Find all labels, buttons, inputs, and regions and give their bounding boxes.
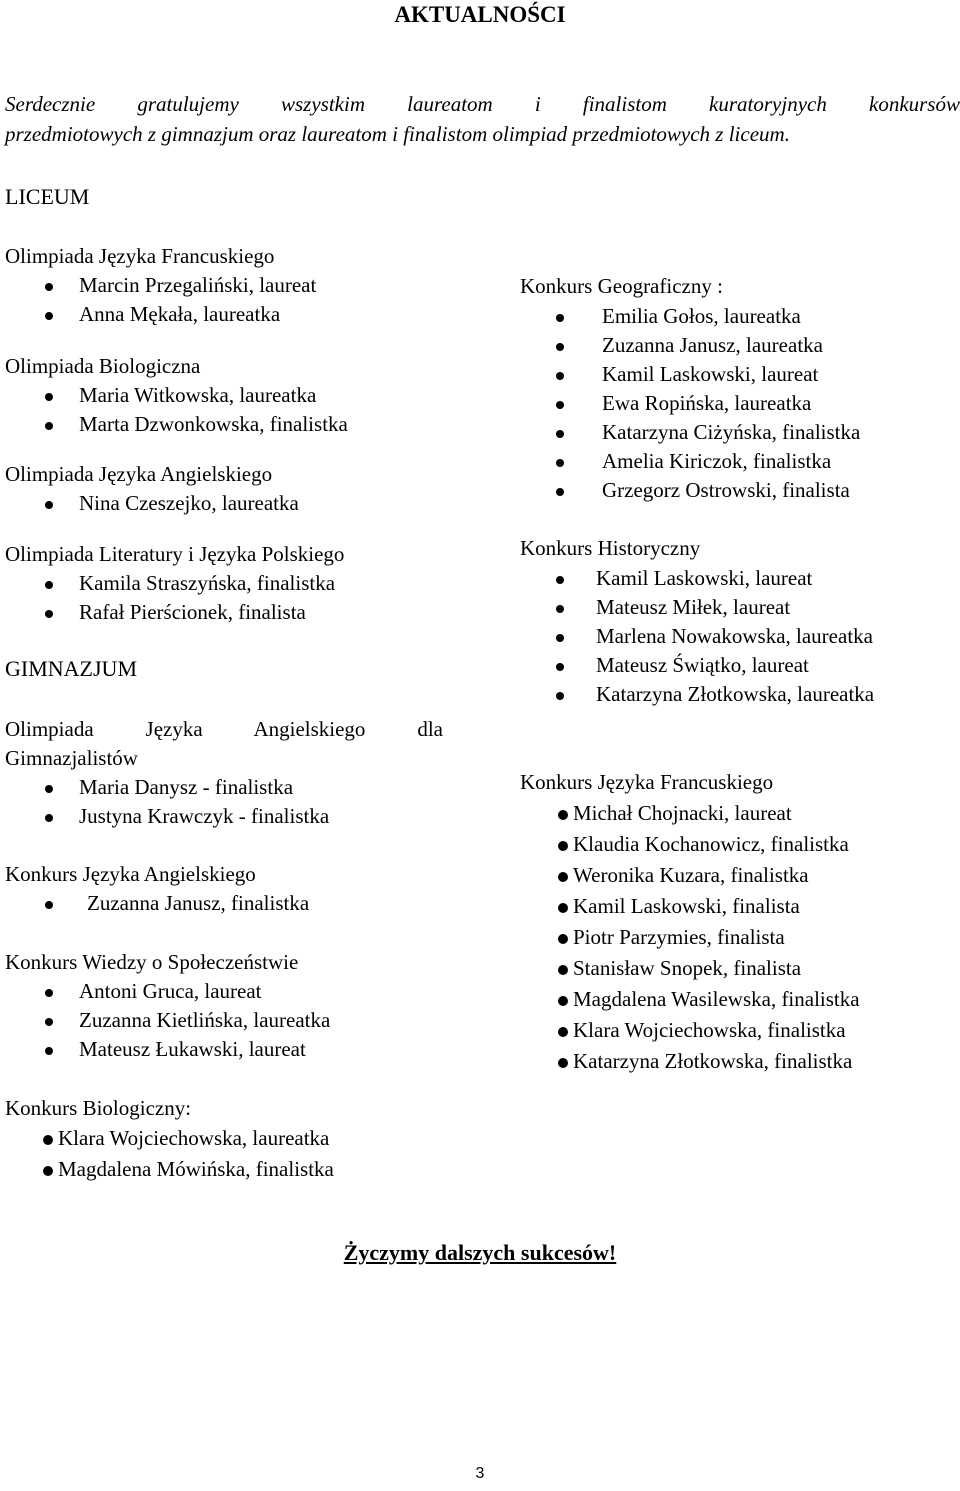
list-item: Maria Danysz - finalistka bbox=[79, 775, 294, 799]
group-title-line-2: Gimnazjalistów bbox=[5, 746, 138, 770]
list-item: Katarzyna Złotkowska, finalistka bbox=[573, 1049, 853, 1073]
bullet-icon bbox=[556, 343, 564, 351]
bullet-icon bbox=[556, 605, 564, 613]
intro-line-1: Serdecznie gratulujemy wszystkim laureatom i finalistom kuratoryjnych konkursów bbox=[5, 92, 960, 116]
group-title: Konkurs Wiedzy o Społeczeństwie bbox=[5, 950, 299, 974]
list-item: Stanisław Snopek, finalista bbox=[573, 956, 802, 980]
bullet-icon bbox=[556, 692, 564, 700]
page-title: AKTUALNOŚCI bbox=[394, 2, 566, 27]
bullet-icon bbox=[45, 1018, 53, 1026]
list-item: Zuzanna Kietlińska, laureatka bbox=[79, 1008, 331, 1032]
list-item: Mateusz Miłek, laureat bbox=[596, 595, 791, 619]
group-title: Olimpiada Języka Francuskiego bbox=[5, 244, 275, 268]
bullet-icon bbox=[45, 283, 53, 291]
list-item: Klara Wojciechowska, finalistka bbox=[573, 1018, 846, 1042]
list-item: Michał Chojnacki, laureat bbox=[573, 801, 792, 825]
list-item: Nina Czeszejko, laureatka bbox=[79, 491, 299, 515]
bullet-icon bbox=[45, 422, 53, 430]
group-title: Olimpiada Literatury i Języka Polskiego bbox=[5, 542, 345, 566]
list-item: Antoni Gruca, laureat bbox=[79, 979, 262, 1003]
bullet-icon bbox=[45, 393, 53, 401]
list-item: Klara Wojciechowska, laureatka bbox=[58, 1126, 330, 1150]
bullet-icon bbox=[558, 1027, 568, 1037]
bullet-icon bbox=[45, 989, 53, 997]
list-item: Kamila Straszyńska, finalistka bbox=[79, 571, 336, 595]
bullet-icon bbox=[43, 1135, 53, 1145]
list-item: Kamil Laskowski, laureat bbox=[596, 566, 813, 590]
bullet-icon bbox=[558, 903, 568, 913]
bullet-icon bbox=[558, 996, 568, 1006]
bullet-icon bbox=[43, 1166, 53, 1176]
bullet-icon bbox=[45, 610, 53, 618]
list-item: Katarzyna Ciżyńska, finalistka bbox=[602, 420, 861, 444]
list-item: Magdalena Mówińska, finalistka bbox=[58, 1157, 334, 1181]
bullet-icon bbox=[45, 901, 53, 909]
intro-line-2: przedmiotowych z gimnazjum oraz laureatom i finalistom olimpiad przedmiotowych z liceum. bbox=[5, 122, 790, 146]
list-item: Zuzanna Janusz, finalistka bbox=[87, 891, 310, 915]
bullet-icon bbox=[558, 965, 568, 975]
page-number: 3 bbox=[475, 1465, 485, 1482]
group-title: Konkurs Języka Francuskiego bbox=[520, 770, 774, 794]
bullet-icon bbox=[556, 430, 564, 438]
bullet-icon bbox=[556, 459, 564, 467]
bullet-icon bbox=[556, 488, 564, 496]
bullet-icon bbox=[45, 501, 53, 509]
group-title: Konkurs Biologiczny: bbox=[5, 1096, 192, 1120]
bullet-icon bbox=[558, 934, 568, 944]
list-item: Emilia Gołos, laureatka bbox=[602, 304, 801, 328]
list-item: Zuzanna Janusz, laureatka bbox=[602, 333, 823, 357]
bullet-icon bbox=[45, 814, 53, 822]
bullet-icon bbox=[556, 663, 564, 671]
section-heading-liceum: LICEUM bbox=[5, 184, 90, 209]
group-title: Konkurs Geograficzny : bbox=[520, 274, 723, 298]
list-item: Rafał Pierścionek, finalista bbox=[79, 600, 306, 624]
list-item: Marlena Nowakowska, laureatka bbox=[596, 624, 873, 648]
list-item: Mateusz Łukawski, laureat bbox=[79, 1037, 306, 1061]
bullet-icon bbox=[558, 872, 568, 882]
intro-paragraph bbox=[5, 89, 960, 149]
list-item: Kamil Laskowski, finalista bbox=[573, 894, 800, 918]
list-item: Ewa Ropińska, laureatka bbox=[602, 391, 812, 415]
list-item: Justyna Krawczyk - finalistka bbox=[79, 804, 330, 828]
closing-message: Życzymy dalszych sukcesów! bbox=[343, 1240, 617, 1265]
group-title: Konkurs Języka Angielskiego bbox=[5, 862, 256, 886]
list-item: Kamil Laskowski, laureat bbox=[602, 362, 819, 386]
list-item: Anna Mękała, laureatka bbox=[79, 302, 281, 326]
bullet-icon bbox=[556, 576, 564, 584]
list-item: Amelia Kiriczok, finalistka bbox=[602, 449, 832, 473]
list-item: Maria Witkowska, laureatka bbox=[79, 383, 317, 407]
list-item: Weronika Kuzara, finalistka bbox=[573, 863, 809, 887]
bullet-icon bbox=[45, 312, 53, 320]
bullet-icon bbox=[45, 785, 53, 793]
bullet-icon bbox=[558, 841, 568, 851]
bullet-icon bbox=[556, 401, 564, 409]
list-item: Magdalena Wasilewska, finalistka bbox=[573, 987, 860, 1011]
bullet-icon bbox=[558, 810, 568, 820]
list-item: Katarzyna Złotkowska, laureatka bbox=[596, 682, 875, 706]
group-title-line-1: Olimpiada Języka Angielskiego dla bbox=[5, 717, 443, 741]
bullet-icon bbox=[556, 634, 564, 642]
group-title: Olimpiada Biologiczna bbox=[5, 354, 201, 378]
list-item: Mateusz Świątko, laureat bbox=[596, 653, 809, 677]
bullet-icon bbox=[45, 1047, 53, 1055]
bullet-icon bbox=[558, 1058, 568, 1068]
section-heading-gimnazjum: GIMNAZJUM bbox=[5, 656, 137, 681]
bullet-icon bbox=[556, 314, 564, 322]
list-item: Marta Dzwonkowska, finalistka bbox=[79, 412, 348, 436]
list-item: Marcin Przegaliński, laureat bbox=[79, 273, 317, 297]
bullet-icon bbox=[45, 581, 53, 589]
list-item: Klaudia Kochanowicz, finalistka bbox=[573, 832, 849, 856]
group-title: Konkurs Historyczny bbox=[520, 536, 701, 560]
list-item: Piotr Parzymies, finalista bbox=[573, 925, 785, 949]
bullet-icon bbox=[556, 372, 564, 380]
group-title: Olimpiada Języka Angielskiego bbox=[5, 462, 273, 486]
list-item: Grzegorz Ostrowski, finalista bbox=[602, 478, 850, 502]
